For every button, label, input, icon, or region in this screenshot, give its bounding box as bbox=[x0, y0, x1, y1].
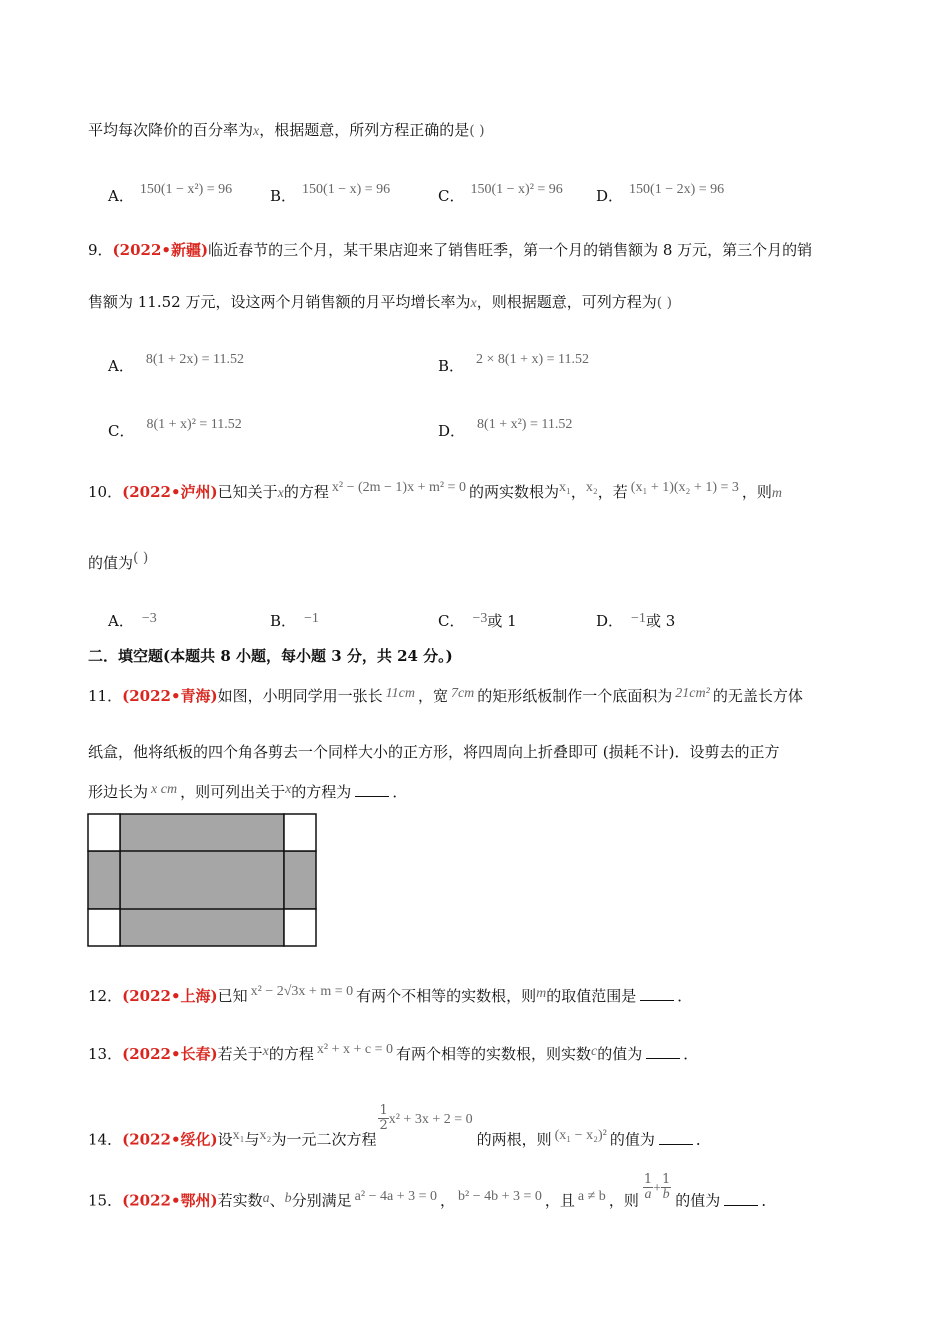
q10-option-b[interactable] bbox=[270, 611, 319, 633]
option-expr: −3 bbox=[472, 611, 488, 626]
q14-equation-rest: x² + 3x + 2 = 0 bbox=[388, 1111, 473, 1127]
q13-text: 若关于 bbox=[217, 1045, 263, 1063]
q13-stem bbox=[88, 1044, 698, 1066]
q14-text: 为一元二次方程 bbox=[271, 1130, 377, 1149]
q9-option-a[interactable] bbox=[108, 352, 244, 378]
q13-text: 有两个相等的实数根，则实数 bbox=[395, 1045, 591, 1063]
question-number: 10． bbox=[88, 483, 123, 501]
q8-var: x bbox=[253, 124, 260, 139]
q9-option-d[interactable] bbox=[438, 417, 573, 443]
q13-var: x bbox=[262, 1044, 269, 1059]
option-label: A． bbox=[108, 187, 134, 205]
q15-text: 的值为 bbox=[675, 1191, 721, 1210]
q8-text2: ，根据题意，所列方程正确的是 bbox=[259, 121, 470, 139]
q11-text: 的矩形纸板制作一个底面积为 bbox=[477, 687, 673, 705]
q9-text3: ，则根据题意，可列方程为 bbox=[476, 293, 657, 311]
q10-condition: (x₁ + 1)(x₂ + 1) = 3 bbox=[630, 480, 739, 495]
answer-blank[interactable] bbox=[659, 1143, 693, 1145]
q11-width: 7cm bbox=[450, 686, 475, 701]
q13-var-c: c bbox=[591, 1044, 598, 1059]
frac-denominator: a bbox=[644, 1187, 652, 1202]
option-label: D． bbox=[438, 422, 466, 440]
q14-equation bbox=[378, 1103, 473, 1133]
q15-text: 、 bbox=[269, 1191, 285, 1210]
q11-stem-line2: 纸盒，他将纸板的四个角各剪去一个同样大小的正方形，将四周向上折叠即可 (损耗不计)．设剪去的正方 bbox=[88, 743, 780, 761]
source-tag: (2022•新疆) bbox=[112, 241, 209, 259]
q8-option-a[interactable] bbox=[108, 182, 233, 208]
q15-equation-a: a² − 4a + 3 = 0 bbox=[354, 1188, 437, 1204]
q9-text2: 售额为 11.52 万元，设这两个月销售额的月平均增长率为 bbox=[88, 293, 471, 311]
q14-stem bbox=[88, 1103, 711, 1155]
q9-paren: ( ) bbox=[656, 295, 673, 311]
q11-xcm: x cm bbox=[151, 782, 178, 797]
q15-text: ， bbox=[439, 1191, 455, 1210]
q14-text: 的两根，则 bbox=[476, 1130, 552, 1149]
option-tail: 或 1 bbox=[487, 612, 517, 630]
q15-end: ． bbox=[761, 1191, 777, 1210]
source-tag: (2022•上海) bbox=[122, 987, 218, 1005]
q10-text: 的两实数根为 bbox=[468, 483, 559, 501]
q10-x2: x₂ bbox=[585, 480, 598, 495]
q15-fraction-sum bbox=[643, 1172, 671, 1202]
q10-paren: ( ) bbox=[133, 550, 149, 566]
q13-end: ． bbox=[683, 1045, 699, 1063]
q10-var-m: m bbox=[771, 486, 783, 501]
q14-text: 设 bbox=[217, 1130, 233, 1149]
source-tag: (2022•鄂州) bbox=[122, 1191, 218, 1210]
question-number: 11． bbox=[88, 687, 123, 705]
q10-text: 的方程 bbox=[283, 483, 329, 501]
q12-equation: x² − 2√3x + m = 0 bbox=[250, 984, 354, 999]
q14-x2: x₂ bbox=[259, 1127, 272, 1143]
q9-text: 临近春节的三个月，某干果店迎来了销售旺季，第一个月的销售额为 8 万元，第三个月的销 bbox=[208, 241, 813, 259]
option-label: C． bbox=[108, 422, 135, 440]
q15-text: 分别满足 bbox=[291, 1191, 352, 1210]
option-label: B． bbox=[270, 187, 297, 205]
q14-text: 的值为 bbox=[609, 1130, 655, 1149]
q14-text: 与 bbox=[244, 1130, 260, 1149]
q8-stem bbox=[88, 120, 485, 142]
q13-equation: x² + x + c = 0 bbox=[316, 1042, 393, 1057]
q10-var-x: x bbox=[277, 486, 284, 501]
option-label: D． bbox=[596, 612, 624, 630]
q10-option-d[interactable] bbox=[596, 611, 675, 633]
option-expr: 8(1 + x)² = 11.52 bbox=[146, 417, 242, 432]
frac-numerator: 1 bbox=[379, 1103, 388, 1118]
question-number: 12． bbox=[88, 987, 123, 1005]
q11-stem-line1 bbox=[88, 686, 803, 708]
q11-var: x bbox=[285, 782, 292, 797]
question-number: 14． bbox=[88, 1130, 123, 1149]
option-expr: −3 bbox=[141, 611, 157, 626]
q11-text: ，宽 bbox=[417, 687, 448, 705]
option-label: D． bbox=[596, 187, 624, 205]
option-expr: −1 bbox=[304, 611, 319, 626]
q11-text: 的方程为 bbox=[291, 783, 352, 801]
q9-stem-line2 bbox=[88, 292, 672, 314]
left-flap bbox=[88, 851, 120, 909]
q10-text: ，若 bbox=[597, 483, 628, 501]
option-label: B． bbox=[270, 612, 297, 630]
center-panel bbox=[120, 814, 284, 946]
option-expr: 150(1 − x)² = 96 bbox=[470, 182, 563, 197]
q10-text: 的值为 bbox=[88, 554, 134, 572]
q10-text: ， bbox=[570, 483, 586, 501]
option-label: C． bbox=[438, 612, 465, 630]
option-tail: 或 3 bbox=[645, 612, 676, 630]
q14-fraction bbox=[378, 1104, 388, 1133]
q11-text: ，则可列出关于 bbox=[180, 783, 286, 801]
q9-stem-line1 bbox=[88, 240, 812, 260]
q10-equation: x² − (2m − 1)x + m² = 0 bbox=[331, 480, 466, 495]
answer-blank[interactable] bbox=[724, 1204, 758, 1206]
answer-blank[interactable] bbox=[640, 999, 674, 1001]
q11-text: 如图，小明同学用一张长 bbox=[217, 687, 383, 705]
option-expr: 150(1 − 2x) = 96 bbox=[629, 182, 725, 197]
q10-stem-line2 bbox=[88, 550, 149, 574]
q15-text: ，且 bbox=[544, 1191, 575, 1210]
q11-text: 的无盖长方体 bbox=[712, 687, 803, 705]
q13-text: 的方程 bbox=[268, 1045, 314, 1063]
q15-fraction-a bbox=[643, 1173, 653, 1202]
q12-var: m bbox=[536, 986, 547, 1001]
option-expr: 8(1 + x²) = 11.52 bbox=[477, 417, 573, 432]
plus-sign: + bbox=[653, 1180, 662, 1196]
q11-area: 21cm² bbox=[675, 686, 710, 701]
section-heading: 二．填空题(本题共 8 小题，每小题 3 分，共 24 分。) bbox=[88, 647, 453, 665]
question-number: 9． bbox=[88, 241, 113, 259]
q14-expression: (x₁ − x₂)² bbox=[554, 1127, 607, 1143]
corner-square bbox=[284, 909, 316, 946]
q15-var-b: b bbox=[284, 1190, 292, 1206]
q10-option-a[interactable] bbox=[108, 611, 157, 633]
option-label: A． bbox=[108, 612, 134, 630]
q8-text: 平均每次降价的百分率为 bbox=[88, 121, 254, 139]
q12-stem bbox=[88, 986, 692, 1008]
q15-text: 若实数 bbox=[217, 1191, 263, 1210]
source-tag: (2022•泸州) bbox=[122, 483, 218, 501]
q15-stem bbox=[88, 1172, 777, 1216]
q8-paren: ( ) bbox=[469, 123, 485, 139]
q10-x1: x₁ bbox=[558, 480, 571, 495]
source-tag: (2022•长春) bbox=[122, 1045, 218, 1063]
corner-square bbox=[88, 814, 120, 851]
q8-option-c[interactable] bbox=[438, 182, 563, 208]
option-expr: 8(1 + 2x) = 11.52 bbox=[145, 352, 244, 367]
q15-text: ，则 bbox=[608, 1191, 639, 1210]
q10-text: ，则 bbox=[741, 483, 772, 501]
frac-numerator: 1 bbox=[643, 1172, 653, 1187]
q14-x1: x₁ bbox=[232, 1127, 245, 1143]
corner-square bbox=[284, 814, 316, 851]
question-number: 13． bbox=[88, 1045, 123, 1063]
corner-square bbox=[88, 909, 120, 946]
question-number: 15． bbox=[88, 1191, 123, 1210]
answer-blank[interactable] bbox=[355, 795, 389, 797]
option-label: A． bbox=[108, 357, 134, 375]
option-expr: 2 × 8(1 + x) = 11.52 bbox=[476, 352, 590, 367]
q8-option-b[interactable] bbox=[270, 182, 391, 208]
option-expr: 150(1 − x) = 96 bbox=[302, 182, 391, 197]
frac-denominator: b bbox=[662, 1187, 670, 1202]
q9-option-b[interactable] bbox=[438, 352, 590, 378]
q9-option-c[interactable] bbox=[108, 417, 242, 443]
frac-numerator: 1 bbox=[662, 1172, 671, 1187]
q9-var: x bbox=[470, 296, 477, 311]
source-tag: (2022•青海) bbox=[122, 687, 218, 705]
q12-end: ． bbox=[677, 987, 693, 1005]
option-expr: −1 bbox=[631, 611, 646, 626]
option-label: B． bbox=[438, 357, 465, 375]
frac-denominator: 2 bbox=[379, 1118, 388, 1133]
q15-equation-b: b² − 4b + 3 = 0 bbox=[458, 1188, 542, 1204]
option-expr: 150(1 − x²) = 96 bbox=[139, 182, 233, 197]
q13-text: 的值为 bbox=[597, 1045, 643, 1063]
q15-var-a: a bbox=[262, 1190, 270, 1206]
q10-option-c[interactable] bbox=[438, 611, 517, 633]
source-tag: (2022•绥化) bbox=[122, 1130, 218, 1149]
q12-text: 已知 bbox=[217, 987, 248, 1005]
q15-fraction-b bbox=[661, 1173, 671, 1202]
right-flap bbox=[284, 851, 316, 909]
q11-end: ． bbox=[392, 783, 408, 801]
q15-inequality: a ≠ b bbox=[577, 1188, 606, 1204]
q11-length: 11cm bbox=[385, 686, 415, 701]
answer-blank[interactable] bbox=[646, 1057, 680, 1059]
q12-text: 有两个不相等的实数根，则 bbox=[356, 987, 537, 1005]
q11-text: 形边长为 bbox=[88, 783, 149, 801]
q14-end: ． bbox=[695, 1130, 711, 1149]
q8-option-d[interactable] bbox=[596, 182, 725, 208]
option-label: C． bbox=[438, 187, 465, 205]
q12-text: 的取值范围是 bbox=[546, 987, 637, 1005]
q11-figure bbox=[87, 813, 317, 947]
q10-stem-line1 bbox=[88, 482, 782, 504]
q10-text: 已知关于 bbox=[217, 483, 278, 501]
q11-stem-line3 bbox=[88, 782, 407, 804]
